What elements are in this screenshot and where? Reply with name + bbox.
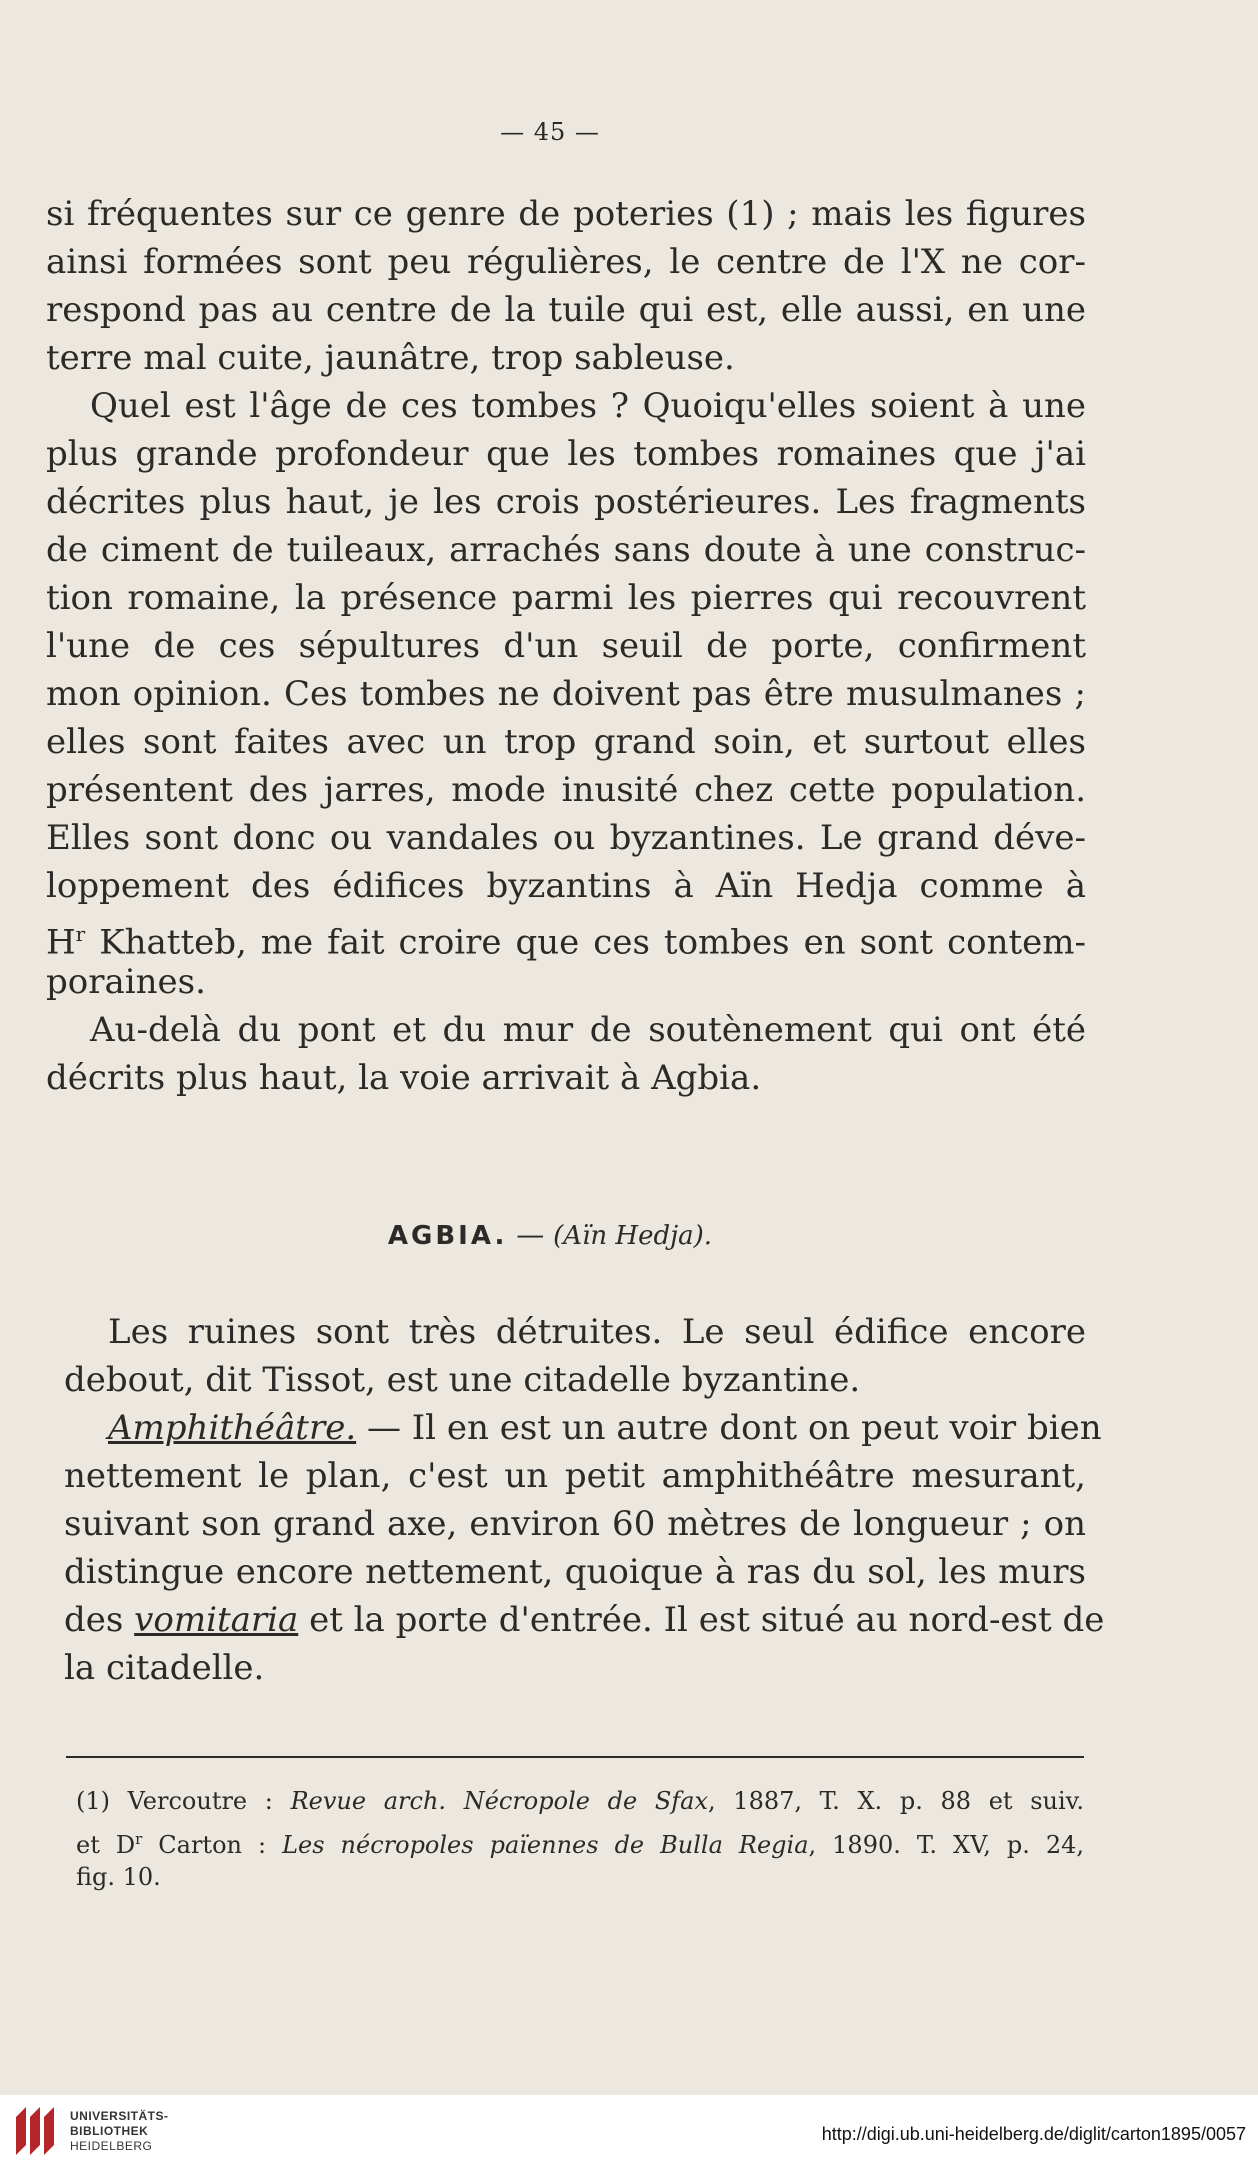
- footnote-text: , 1890. T. XV, p. 24,: [808, 1831, 1085, 1859]
- text-line: [64, 1404, 1102, 1452]
- text-line: respond pas au centre de la tuile qui est, elle aussi, en une: [46, 290, 1086, 330]
- text-line: Les ruines sont très détruites. Le seul édifice encore: [108, 1312, 1086, 1352]
- text-line: [64, 1596, 1105, 1644]
- text-line: suivant son grand axe, environ 60 mètres de longueur ; on: [64, 1504, 1086, 1544]
- text-line: décrites plus haut, je les crois postérieures. Les fragments: [46, 482, 1086, 522]
- page-number: — 45 —: [500, 118, 600, 146]
- heading-subtitle: (Aïn Hedja).: [553, 1221, 713, 1251]
- paragraph-4: [64, 1308, 1086, 1404]
- heading-title: AGBIA.: [387, 1221, 508, 1251]
- footnote-text: (1) Vercoutre :: [76, 1787, 291, 1815]
- footnote-line: fig. 10.: [76, 1863, 161, 1891]
- library-name-line: UNIVERSITÄTS-: [70, 2108, 169, 2123]
- text-line: Quel est l'âge de ces tombes ? Quoiqu'elles soient à une: [90, 386, 1086, 426]
- text-line: Elles sont donc ou vandales ou byzantines. Le grand déve-: [46, 818, 1086, 858]
- vomitaria-after: et la porte d'entrée. Il est situé au nord-est de: [298, 1600, 1105, 1640]
- vomitaria-before: des: [64, 1600, 135, 1640]
- text-line: présentent des jarres, mode inusité chez cette population.: [46, 770, 1086, 810]
- main-text-lower: [64, 1308, 1105, 1692]
- hr-prefix: H: [46, 922, 76, 963]
- library-name: [70, 2109, 169, 2154]
- text-line: ainsi formées sont peu régulières, le centre de l'X ne cor-: [46, 242, 1086, 282]
- library-name-line: BIBLIOTHEK: [70, 2123, 149, 2138]
- text-line: décrits plus haut, la voie arrivait à Agbia.: [46, 1058, 762, 1098]
- hr-rest: Khatteb, me fait croire que ces tombes en sont contem-: [85, 922, 1086, 963]
- footnote-text: et D: [76, 1831, 136, 1859]
- library-logo[interactable]: [12, 2103, 169, 2159]
- paragraph-1: [46, 190, 1086, 382]
- text-line: terre mal cuite, jaunâtre, trop sableuse.: [46, 338, 735, 378]
- library-name-line: HEIDELBERG: [70, 2138, 153, 2153]
- text-line: de ciment de tuileaux, arrachés sans doute à une construc-: [46, 530, 1086, 570]
- paragraph-3: [46, 1006, 1086, 1102]
- paragraph-5: [64, 1404, 1105, 1692]
- text-line: loppement des édifices byzantins à Aïn Hedja comme à: [46, 866, 1086, 906]
- library-logo-icon: [12, 2103, 60, 2159]
- source-url[interactable]: http://digi.ub.uni-heidelberg.de/diglit/carton1895/0057: [821, 2124, 1246, 2144]
- footnote-line: [76, 1820, 1084, 1858]
- footnote-italic: Les nécropoles païennes de Bulla Regia: [282, 1831, 809, 1859]
- text-line: l'une de ces sépultures d'un seuil de porte, confirment: [46, 626, 1086, 666]
- footnote-rule: [66, 1756, 1084, 1758]
- heading-dash: —: [507, 1218, 554, 1251]
- text-line: elles sont faites avec un trop grand soin, et surtout elles: [46, 722, 1086, 762]
- text-line: debout, dit Tissot, est une citadelle byzantine.: [64, 1360, 861, 1400]
- text-line: tion romaine, la présence parmi les pierres qui recouvrent: [46, 578, 1086, 618]
- text-line: nettement le plan, c'est un petit amphithéâtre mesurant,: [64, 1456, 1086, 1496]
- text-line: plus grande profondeur que les tombes romaines que j'ai: [46, 434, 1086, 474]
- footnote-text: , 1887, T. X. p. 88 et suiv.: [708, 1787, 1084, 1815]
- footnote-line: [76, 1782, 1084, 1820]
- footnote-text: Carton :: [142, 1831, 283, 1859]
- vomitaria-word: vomitaria: [134, 1600, 299, 1640]
- text-line: distingue encore nettement, quoique à ras du sol, les murs: [64, 1552, 1086, 1592]
- main-text-upper: [46, 190, 1086, 1102]
- lead-rest: — Il en est un autre dont on peut voir bien: [356, 1408, 1102, 1448]
- section-heading: [0, 1218, 1100, 1251]
- footnote-superscript: r: [135, 1830, 143, 1848]
- text-line: si fréquentes sur ce genre de poteries (1) ; mais les figures: [46, 194, 1086, 234]
- text-line: la citadelle.: [64, 1648, 265, 1688]
- text-line: [46, 910, 1086, 963]
- footnote-italic: Revue arch. Nécropole de Sfax: [290, 1787, 709, 1815]
- amphitheatre-label: Amphithéâtre.: [108, 1408, 357, 1448]
- footnote: [76, 1782, 1084, 1896]
- paragraph-2: [46, 382, 1086, 1006]
- hr-superscript: r: [75, 922, 86, 946]
- text-line: poraines.: [46, 962, 206, 1002]
- text-line: Au-delà du pont et du mur de soutènement qui ont été: [90, 1010, 1086, 1050]
- text-line: mon opinion. Ces tombes ne doivent pas être musulmanes ;: [46, 674, 1086, 714]
